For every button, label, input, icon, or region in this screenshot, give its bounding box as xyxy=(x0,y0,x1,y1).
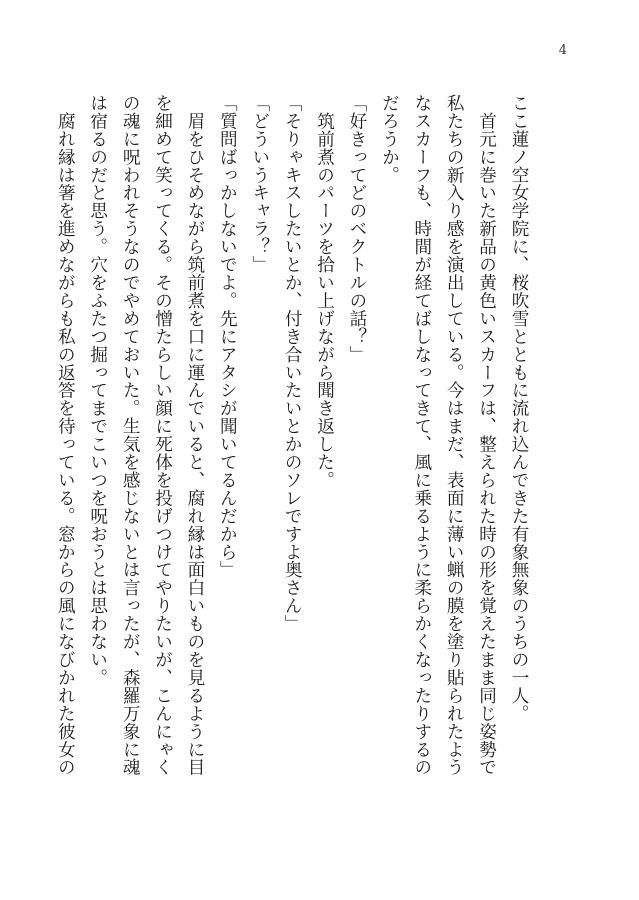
text-line: の魂に呪われそうなのでやめておいた。生気を感じないとは言ったが、森羅万象に魂 xyxy=(120,94,141,777)
text-line: 眉をひそめながら筑前煮を口に運んでいると、腐れ縁は面白いものを見るように目 xyxy=(184,94,205,777)
text-line: 筑前煮のパーツを拾い上げながら聞き返した。 xyxy=(314,94,335,489)
text-line: 「好きってどのベクトルの話？」 xyxy=(346,94,367,364)
page-number: 4 xyxy=(558,43,567,58)
text-line: 「どういうキャラ？」 xyxy=(249,94,270,274)
novel-text-body xyxy=(49,94,535,854)
text-line: 腐れ縁は箸を進めながらも私の返答を待っている。窓からの風になびかれた彼女の xyxy=(55,94,76,777)
text-line: を細めて笑ってくる。その憎たらしい顔に死体を投げつけてやりたいが、こんにゃく xyxy=(152,94,173,777)
text-line: 「そりゃキスしたいとか、付き合いたいとかのソレですよ奥さん」 xyxy=(282,94,303,633)
text-line: 私たちの新入り感を演出している。今はまだ、表面に薄い蝋の膜を塗り貼られたよう xyxy=(444,94,465,777)
text-line: なスカーフも、時間が経てばしなってきて、風に乗るように柔らかくなったりするの xyxy=(411,94,432,777)
text-line: 首元に巻いた新品の黄色いスカーフは、整えられた時の形を覚えたまま同じ姿勢で xyxy=(476,94,497,777)
text-line: だろうか。 xyxy=(379,94,400,184)
text-line: 「質問ばっかしないでよ。先にアタシが聞いてるんだから」 xyxy=(217,94,238,579)
text-line: は宿るのだと思う。穴をふたつ掘ってまでこいつを呪おうとは思わない。 xyxy=(87,94,108,687)
text-line: ここ蓮ノ空女学院に、桜吹雪とともに流れ込んできた有象無象のうちの一人。 xyxy=(509,94,529,723)
